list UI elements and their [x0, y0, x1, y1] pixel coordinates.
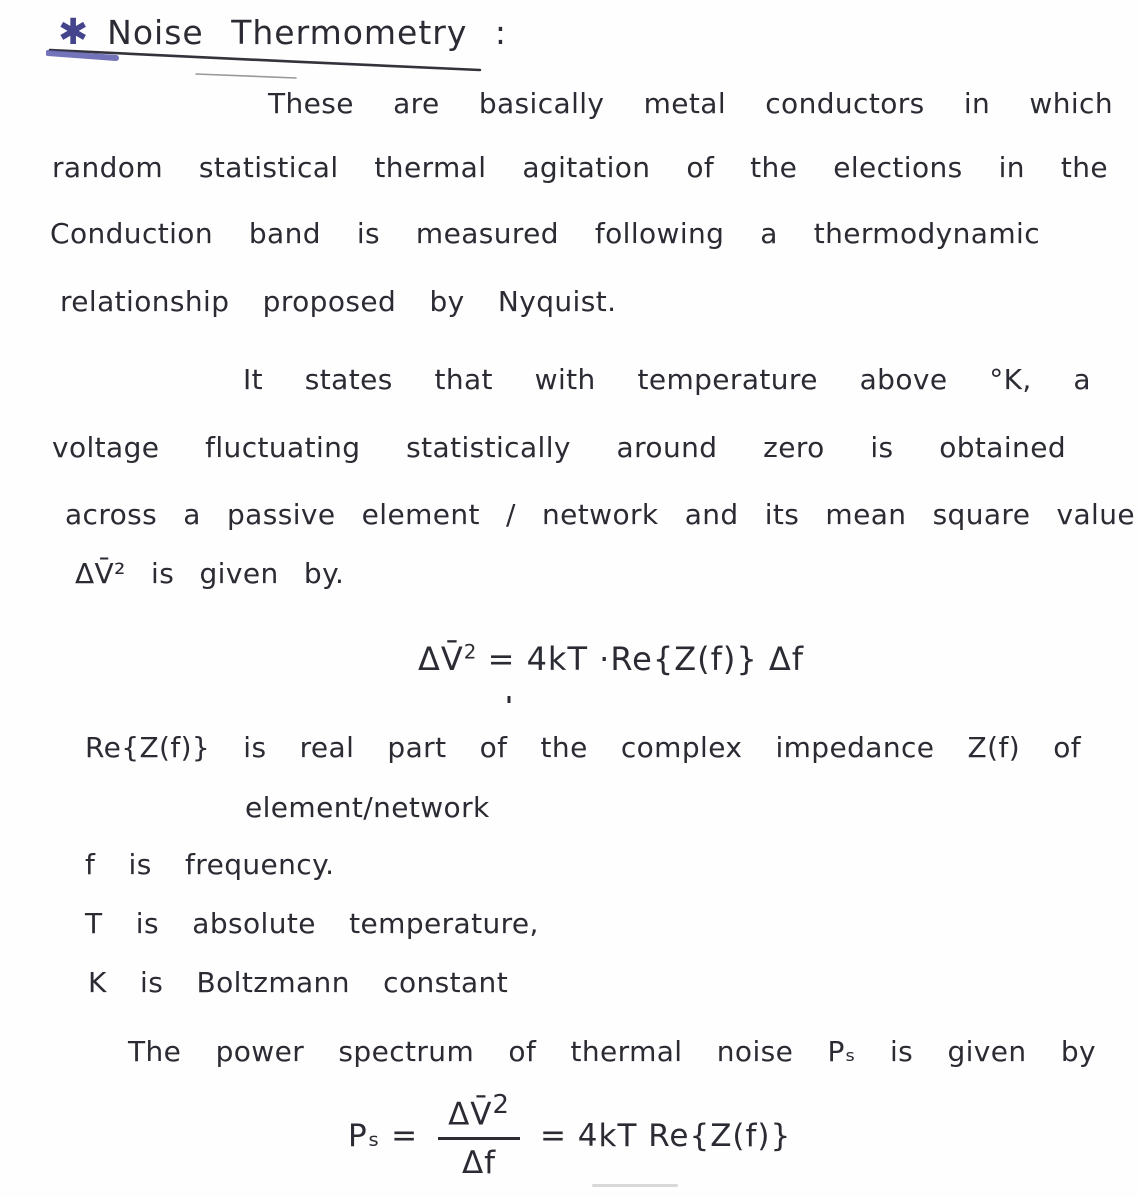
definition-boltzmann: K is Boltzmann constant [88, 966, 509, 999]
paragraph2-line-2: voltage fluctuating statistically around zero is obtained [52, 431, 1066, 464]
paragraph1-line-3: Conduction band is measured following a thermodynamic [50, 217, 1040, 250]
fraction-numerator: ΔV̄$^2$ [438, 1090, 520, 1140]
paragraph2-line-1: It states that with temperature above °K, a [243, 363, 1091, 396]
paragraph2-line-3: across a passive element / network and its mean square value [65, 498, 1135, 531]
definition-element-network: element/network [245, 791, 490, 824]
equation-power-spectrum [348, 1090, 791, 1181]
equation1-base: ΔV̄ [418, 640, 464, 678]
page-title-text: Noise Thermometry : [107, 13, 507, 52]
page-bottom-smudge [592, 1184, 678, 1187]
paragraph1-line-1: These are basically metal conductors in which [268, 87, 1113, 120]
paragraph1-line-2: random statistical thermal agitation of the elections in the [52, 151, 1108, 184]
definition-temperature: T is absolute temperature, [85, 907, 539, 940]
equation1-exponent: 2 [463, 640, 477, 664]
paragraph2-line-4: ΔV̄² is given by. [75, 557, 345, 590]
fraction-denominator: Δf [461, 1145, 497, 1182]
fraction-deltaV-over-deltaF [438, 1090, 520, 1181]
equation1-rhs: = 4kT ·Re{Z(f)} Δf [487, 640, 805, 678]
title-underline [46, 40, 486, 80]
definition-re-zf: Re{Z(f)} is real part of the complex impedance Z(f) of [85, 731, 1081, 764]
equation-mean-square-voltage [418, 640, 804, 678]
equation2-lhs: Pₛ = [348, 1117, 419, 1154]
stray-pen-mark: ' [505, 692, 513, 722]
definition-frequency: f is frequency. [85, 848, 335, 881]
paragraph1-line-4: relationship proposed by Nyquist. [60, 285, 617, 318]
asterisk-icon: ✱ [58, 12, 90, 53]
power-spectrum-sentence: The power spectrum of thermal noise Pₛ is given by [128, 1035, 1096, 1068]
equation2-rhs: = 4kT Re{Z(f)} [539, 1117, 792, 1154]
